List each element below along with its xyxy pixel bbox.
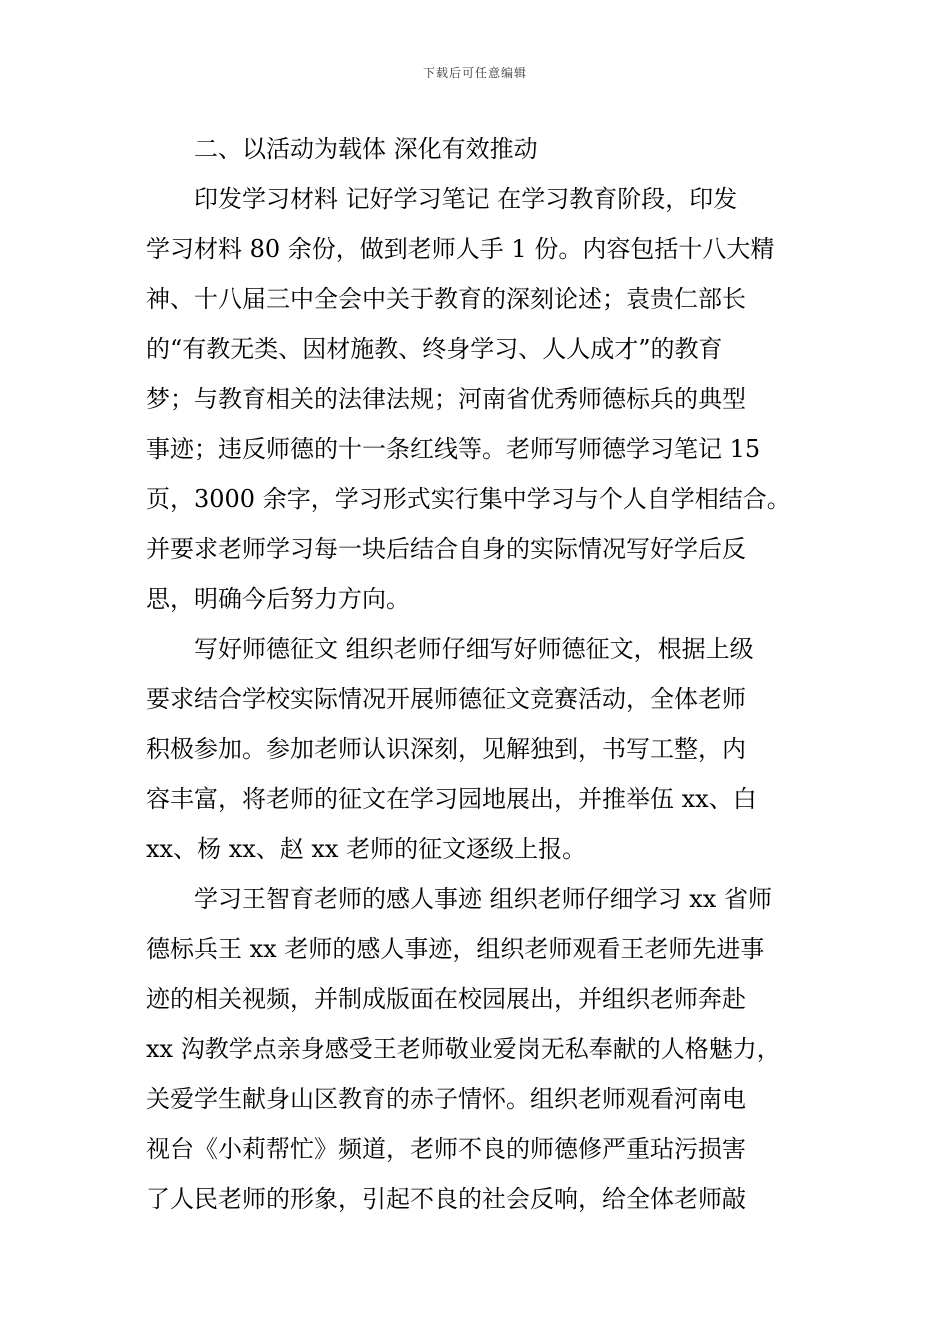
body-line: 学习王智育老师的感人事迹 组织老师仔细学习 xx 省师: [146, 885, 772, 913]
body-line: 页，3000 余字，学习形式实行集中学习与个人自学相结合。: [146, 485, 791, 513]
body-line: 梦；与教育相关的法律法规；河南省优秀师德标兵的典型: [146, 385, 746, 413]
body-line: 并要求老师学习每一块后结合自身的实际情况写好学后反: [146, 535, 746, 563]
body-line: 的“有教无类、因材施教、终身学习、人人成才”的教育: [146, 335, 723, 363]
body-line: 学习材料 80 余份，做到老师人手 1 份。内容包括十八大精: [146, 235, 775, 263]
body-line: 了人民老师的形象，引起不良的社会反响，给全体老师敲: [146, 1185, 746, 1213]
body-line: 神、十八届三中全会中关于教育的深刻论述；袁贵仁部长: [146, 285, 746, 313]
body-line: 德标兵王 xx 老师的感人事迹，组织老师观看王老师先进事: [146, 935, 765, 963]
body-line: 印发学习材料 记好学习笔记 在学习教育阶段，印发: [146, 185, 738, 213]
body-line: 迹的相关视频，并制成版面在校园展出，并组织老师奔赴: [146, 985, 746, 1013]
body-line: xx 沟教学点亲身感受王老师敬业爱岗无私奉献的人格魅力，: [146, 1035, 781, 1063]
body-line: 积极参加。参加老师认识深刻，见解独到，书写工整，内: [146, 735, 746, 763]
page-header-note: 下载后可任意编辑: [422, 66, 527, 80]
body-line: 二、以活动为载体 深化有效推动: [146, 135, 538, 163]
body-line: xx、杨 xx、赵 xx 老师的征文逐级上报。: [146, 835, 587, 863]
body-line: 关爱学生献身山区教育的赤子情怀。组织老师观看河南电: [146, 1085, 746, 1113]
body-line: 思，明确今后努力方向。: [146, 585, 410, 613]
document-body: [146, 124, 826, 1224]
body-line: 事迹；违反师德的十一条红线等。老师写师德学习笔记 15: [146, 435, 761, 463]
body-line: 视台《小莉帮忙》频道，老师不良的师德修严重玷污损害: [146, 1135, 746, 1163]
body-line: 写好师德征文 组织老师仔细写好师德征文，根据上级: [146, 635, 754, 663]
body-line: 要求结合学校实际情况开展师德征文竞赛活动，全体老师: [146, 685, 746, 713]
body-line: 容丰富，将老师的征文在学习园地展出，并推举伍 xx、白: [146, 785, 757, 813]
